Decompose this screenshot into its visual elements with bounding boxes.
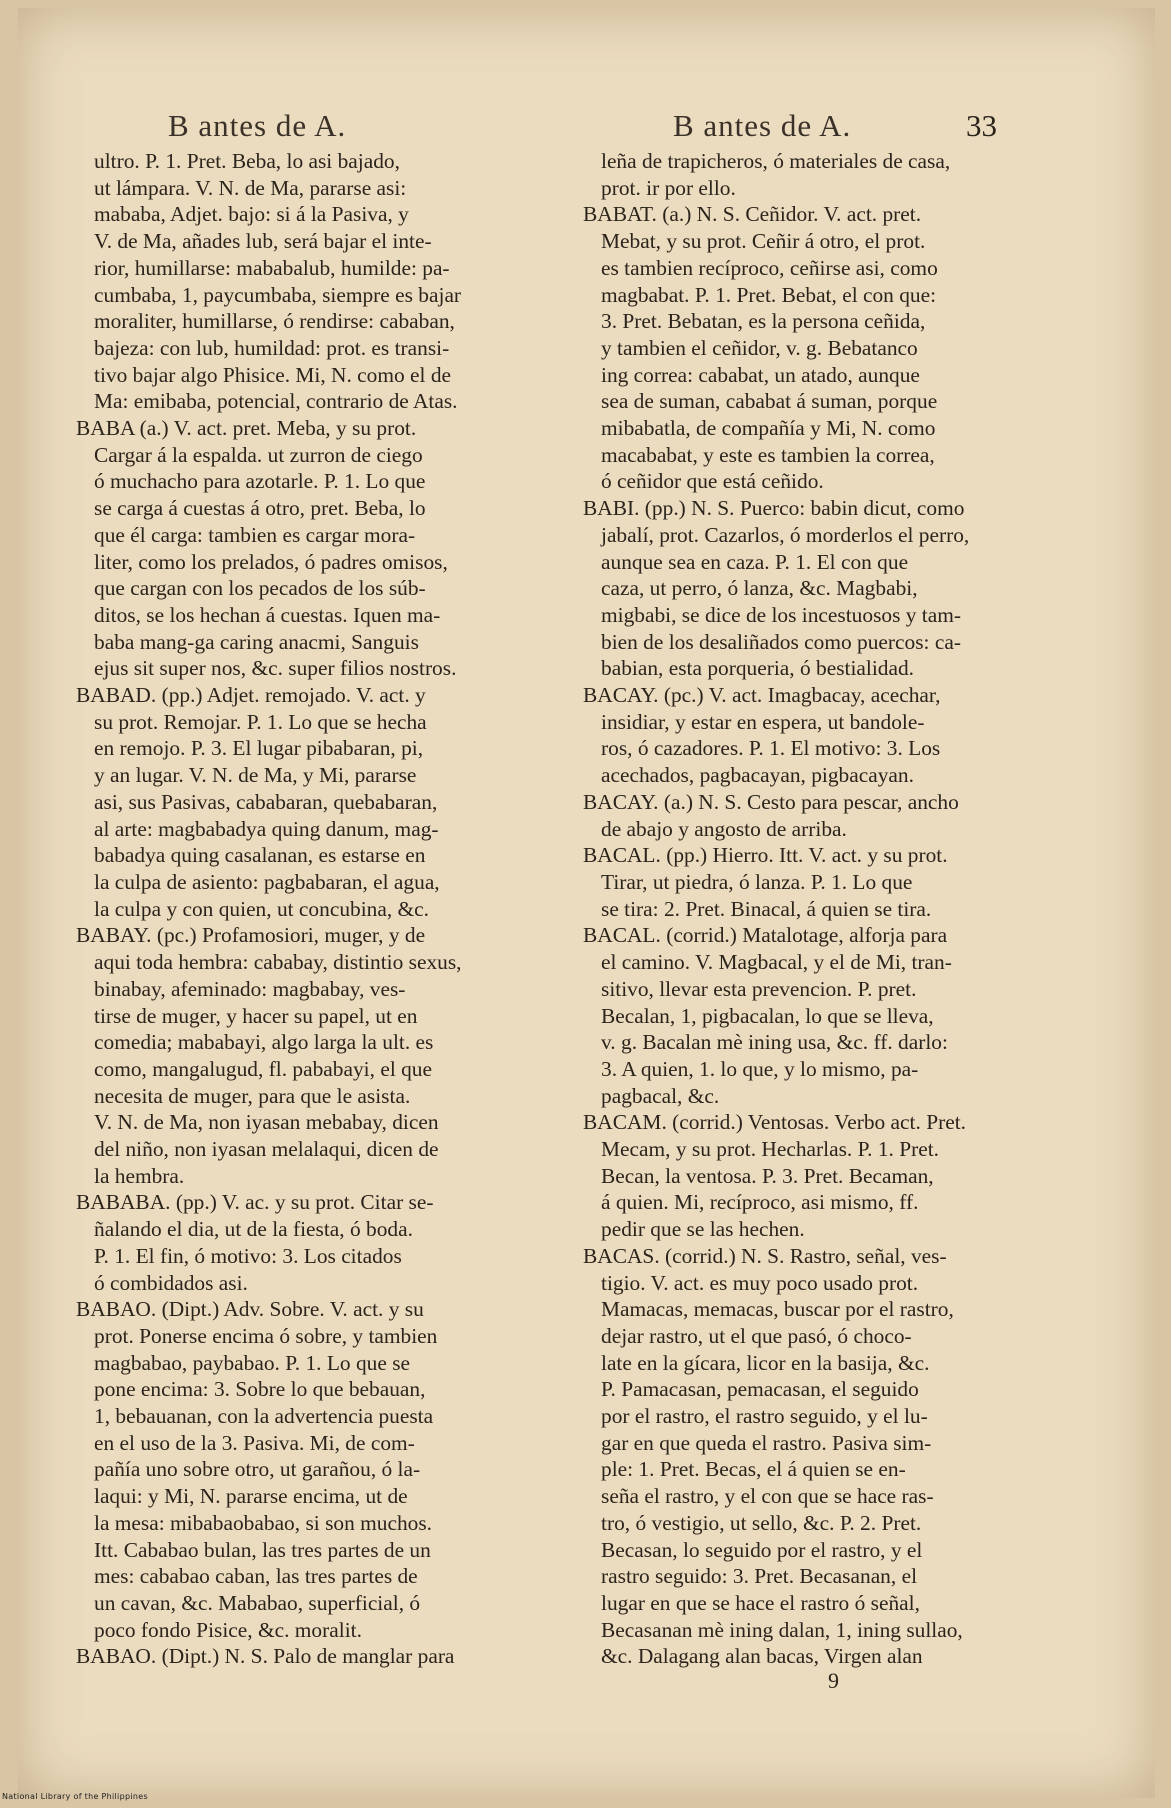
- text-line: ing correa: cababat, un atado, aunque: [601, 362, 920, 387]
- text-line: magbabao, paybabao. P. 1. Lo que se: [94, 1350, 411, 1375]
- text-line: Becan, la ventosa. P. 3. Pret. Becaman,: [601, 1163, 934, 1188]
- text-line: binabay, afeminado: magbabay, ves-: [94, 976, 406, 1001]
- text-line: v. g. Bacalan mè ining usa, &c. ff. darlo:: [601, 1030, 948, 1055]
- text-line: babian, esta porqueria, ó bestialidad.: [601, 656, 915, 681]
- text-line: al arte: magbabadya quing danum, mag-: [94, 816, 439, 841]
- text-line: mes: cababao caban, las tres partes de: [94, 1564, 418, 1589]
- text-line: &c. Dalagang alan bacas, Virgen alan: [601, 1644, 923, 1669]
- text-line: sitivo, llevar esta prevencion. P. pret.: [601, 976, 917, 1001]
- text-line: ple: 1. Pret. Becas, el á quien se en-: [601, 1457, 906, 1482]
- text-line: acechados, pagbacayan, pigbacayan.: [601, 763, 914, 788]
- text-line: babadya quing casalanan, es estarse en: [94, 843, 426, 868]
- text-line: BABA (a.) V. act. pret. Meba, y su prot.: [76, 416, 417, 441]
- text-line: la hembra.: [94, 1163, 185, 1188]
- text-line: P. Pamacasan, pemacasan, el seguido: [601, 1377, 919, 1402]
- text-line: dejar rastro, ut el que pasó, ó choco-: [601, 1323, 912, 1348]
- text-line: leña de trapicheros, ó materiales de casa,: [601, 149, 951, 173]
- text-line: Becasan, lo seguido por el rastro, y el: [601, 1537, 923, 1562]
- text-line: ó ceñidor que está ceñido.: [601, 469, 824, 494]
- text-line: ejus sit super nos, &c. super filios nostros.: [94, 656, 457, 681]
- text-line: es tambien recíproco, ceñirse asi, como: [601, 255, 938, 280]
- text-line: aunque sea en caza. P. 1. El con que: [601, 549, 909, 574]
- text-line: Ma: emibaba, potencial, contrario de Atas.: [94, 389, 458, 414]
- text-line: que él carga: tambien es cargar mora-: [94, 522, 416, 547]
- text-line: el camino. V. Magbacal, y el de Mi, tran-: [601, 950, 952, 975]
- text-line: BACAL. (corrid.) Matalotage, alforja para: [583, 923, 948, 948]
- text-line: la culpa y con quien, ut concubina, &c.: [94, 896, 430, 921]
- text-line: BACAY. (a.) N. S. Cesto para pescar, ancho: [583, 789, 959, 814]
- text-line: BACAM. (corrid.) Ventosas. Verbo act. Pret.: [583, 1110, 966, 1135]
- text-line: 3. A quien, 1. lo que, y lo mismo, pa-: [601, 1056, 919, 1081]
- text-line: del niño, non iyasan melalaqui, dicen de: [94, 1137, 439, 1162]
- text-line: BABAT. (a.) N. S. Ceñidor. V. act. pret.: [583, 202, 922, 227]
- text-line: pañía uno sobre otro, ut garañou, ó la-: [94, 1457, 421, 1482]
- text-line: V. de Ma, añades lub, será bajar el inte-: [94, 229, 432, 254]
- text-line: Itt. Cababao bulan, las tres partes de un: [94, 1537, 431, 1562]
- text-line: que cargan con los pecados de los súb-: [94, 576, 426, 601]
- text-line: su prot. Remojar. P. 1. Lo que se hecha: [94, 709, 427, 734]
- text-line: un cavan, &c. Mababao, superficial, ó: [94, 1590, 421, 1615]
- text-line: BABAY. (pc.) Profamosiori, muger, y de: [76, 923, 426, 948]
- text-line: tigio. V. act. es muy poco usado prot.: [601, 1270, 919, 1295]
- text-line: Cargar á la espalda. ut zurron de ciego: [94, 442, 423, 467]
- text-line: BABAO. (Dipt.) Adv. Sobre. V. act. y su: [76, 1297, 424, 1322]
- text-line: V. N. de Ma, non iyasan mebabay, dicen: [94, 1110, 439, 1135]
- book-page: [18, 8, 1155, 1798]
- text-line: de abajo y angosto de arriba.: [601, 816, 847, 841]
- text-line: ros, ó cazadores. P. 1. El motivo: 3. Los: [601, 736, 941, 761]
- text-line: la culpa de asiento: pagbabaran, el agua,: [94, 869, 440, 894]
- text-line: rastro seguido: 3. Pret. Becasanan, el: [601, 1564, 918, 1589]
- text-line: por el rastro, el rastro seguido, y el lu-: [601, 1404, 928, 1429]
- text-line: rior, humillarse: mababalub, humilde: pa-: [94, 255, 450, 280]
- text-line: jabalí, prot. Cazarlos, ó morderlos el perro,: [601, 522, 970, 547]
- text-line: Mamacas, memacas, buscar por el rastro,: [601, 1297, 954, 1322]
- text-line: P. 1. El fin, ó motivo: 3. Los citados: [94, 1243, 402, 1268]
- text-line: gar en que queda el rastro. Pasiva sim-: [601, 1430, 932, 1455]
- text-line: BABI. (pp.) N. S. Puerco: babin dicut, como: [583, 496, 965, 521]
- text-line: BABAD. (pp.) Adjet. remojado. V. act. y: [76, 683, 426, 708]
- text-line: lugar en que se hace el rastro ó señal,: [601, 1590, 920, 1615]
- text-line: ó combidados asi.: [94, 1270, 248, 1295]
- text-line: en remojo. P. 3. El lugar pibabaran, pi,: [94, 736, 424, 761]
- text-line: pagbacal, &c.: [601, 1083, 720, 1108]
- text-line: ñalando el dia, ut de la fiesta, ó boda.: [94, 1217, 413, 1242]
- text-line: cumbaba, 1, paycumbaba, siempre es bajar: [94, 282, 462, 307]
- text-line: mababa, Adjet. bajo: si á la Pasiva, y: [94, 202, 409, 227]
- right-column: [583, 148, 1048, 1670]
- text-line: BABABA. (pp.) V. ac. y su prot. Citar se-: [76, 1190, 434, 1215]
- text-line: á quien. Mi, recíproco, asi mismo, ff.: [601, 1190, 919, 1215]
- text-line: necesita de muger, para que le asista.: [94, 1083, 411, 1108]
- text-line: moraliter, humillarse, ó rendirse: cababan,: [94, 309, 455, 334]
- text-line: bien de los desaliñados como puercos: ca-: [601, 629, 961, 654]
- text-line: asi, sus Pasivas, cababaran, quebabaran,: [94, 789, 438, 814]
- text-line: late en la gícara, licor en la basija, &c.: [601, 1350, 930, 1375]
- text-line: pone encima: 3. Sobre lo que bebauan,: [94, 1377, 426, 1402]
- text-line: BACAS. (corrid.) N. S. Rastro, señal, ves-: [583, 1243, 947, 1268]
- text-line: 3. Pret. Bebatan, es la persona ceñida,: [601, 309, 926, 334]
- text-line: ó muchacho para azotarle. P. 1. Lo que: [94, 469, 426, 494]
- text-line: 1, bebauanan, con la advertencia puesta: [94, 1404, 434, 1429]
- text-line: baba mang-ga caring anacmi, Sanguis: [94, 629, 419, 654]
- text-line: Mebat, y su prot. Ceñir á otro, el prot.: [601, 229, 926, 254]
- text-line: como, mangalugud, fl. pababayi, el que: [94, 1056, 432, 1081]
- text-line: migbabi, se dice de los incestuosos y tam-: [601, 602, 962, 627]
- text-line: Becalan, 1, pigbacalan, lo que se lleva,: [601, 1003, 934, 1028]
- text-line: Becasanan mè ining dalan, 1, ining sullao,: [601, 1617, 963, 1642]
- left-running-head: B antes de A.: [168, 108, 347, 143]
- text-line: caza, ut perro, ó lanza, &c. Magbabi,: [601, 576, 918, 601]
- text-line: en el uso de la 3. Pasiva. Mi, de com-: [94, 1430, 415, 1455]
- text-line: sea de suman, cababat á suman, porque: [601, 389, 938, 414]
- text-line: magbabat. P. 1. Pret. Bebat, el con que:: [601, 282, 937, 307]
- text-line: Mecam, y su prot. Hecharlas. P. 1. Pret.: [601, 1137, 940, 1162]
- text-line: y tambien el ceñidor, v. g. Bebatanco: [601, 335, 918, 360]
- text-line: macababat, y este es tambien la correa,: [601, 442, 935, 467]
- text-line: BACAL. (pp.) Hierro. Itt. V. act. y su prot.: [583, 843, 948, 868]
- text-line: se tira: 2. Pret. Binacal, á quien se tira.: [601, 896, 932, 921]
- text-line: prot. Ponerse encima ó sobre, y tambien: [94, 1323, 438, 1348]
- text-line: laqui: y Mi, N. pararse encima, ut de: [94, 1484, 408, 1509]
- text-line: se carga á cuestas á otro, pret. Beba, lo: [94, 496, 426, 521]
- text-line: tro, ó vestigio, ut sello, &c. P. 2. Pret.: [601, 1510, 922, 1535]
- text-line: tirse de muger, y hacer su papel, ut en: [94, 1003, 418, 1028]
- text-line: tivo bajar algo Phisice. Mi, N. como el de: [94, 362, 452, 387]
- text-line: BABAO. (Dipt.) N. S. Palo de manglar para: [76, 1644, 455, 1669]
- text-line: liter, como los prelados, ó padres omisos,: [94, 549, 448, 574]
- right-running-head: B antes de A.: [673, 108, 852, 143]
- text-line: ultro. P. 1. Pret. Beba, lo asi bajado,: [94, 149, 400, 173]
- left-column: [76, 148, 546, 1670]
- text-line: poco fondo Pisice, &c. moralit.: [94, 1617, 362, 1642]
- text-line: ut lámpara. V. N. de Ma, pararse asi:: [94, 175, 407, 200]
- text-line: seña el rastro, y el con que se hace ras-: [601, 1484, 934, 1509]
- text-line: aqui toda hembra: cababay, distintio sexus,: [94, 950, 462, 975]
- text-line: ditos, se los hechan á cuestas. Iquen ma-: [94, 602, 441, 627]
- text-line: Tirar, ut piedra, ó lanza. P. 1. Lo que: [601, 869, 913, 894]
- text-line: la mesa: mibabaobabao, si son muchos.: [94, 1510, 433, 1535]
- text-line: BACAY. (pc.) V. act. Imagbacay, acechar,: [583, 683, 941, 708]
- text-line: prot. ir por ello.: [601, 175, 736, 200]
- text-line: pedir que se las hechen.: [601, 1217, 805, 1242]
- page-number: 33: [966, 108, 997, 143]
- signature-mark: 9: [828, 1668, 839, 1693]
- text-line: insidiar, y estar en espera, ut bandole-: [601, 709, 925, 734]
- text-line: bajeza: con lub, humildad: prot. es transi-: [94, 335, 450, 360]
- library-footer: National Library of the Philippines: [2, 1792, 148, 1801]
- text-line: comedia; mababayi, algo larga la ult. es: [94, 1030, 434, 1055]
- text-line: y an lugar. V. N. de Ma, y Mi, pararse: [94, 763, 417, 788]
- text-line: mibabatla, de compañía y Mi, N. como: [601, 416, 936, 441]
